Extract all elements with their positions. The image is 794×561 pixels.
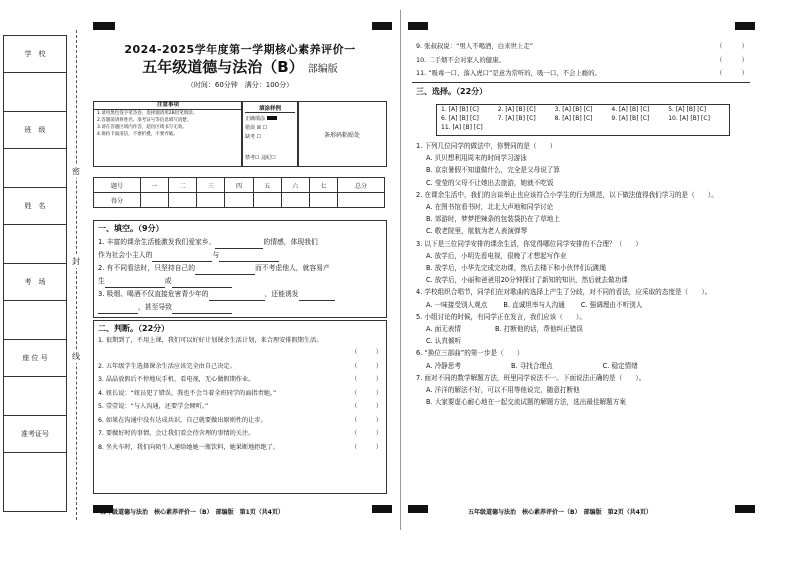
mc-option[interactable]: A. 在图书馆看书时，北北大声地和同学讨论 [426,203,554,212]
mc-option[interactable]: C. 稳定情绪 [602,361,638,370]
section-title: 二、判断。（22分） [98,324,170,333]
page-footer: 五年级道德与法治 核心素养评价一（B） 部编版 第2页（共4页） [468,509,652,516]
sidebar-label: 座 位 号 [4,340,66,377]
mc-option[interactable]: B. 直诚坦率与人沟通 [503,300,565,309]
mc-option-row [416,299,750,311]
exam-duration: （时间：60分钟 满分：100分） [186,81,294,89]
mc-question: 1. 下列几位同学的做法中，你赞同的是（ ） [416,142,557,150]
answer-paren[interactable]: （ ） [716,55,748,64]
score-header: 二 [169,178,197,193]
tf-item: 8. 坐火车时，我们向陌生人递给她她一瓶饮料，她果断地拒绝了。 （ ） [94,441,386,455]
notes-line: 3.请在答题区域内作答，超出区域书写无效。 [97,125,187,130]
answer-option[interactable]: 7. [A] [B] [C] [497,115,536,122]
answer-blank[interactable] [299,300,335,301]
section-title: 一、填空。（9分） [98,224,164,233]
tf-item: 1. 很期到了，不用上课，我们可以好好计划课余生活计划，来合理安排假期生活。 [98,337,323,344]
score-header: 题号 [94,178,141,193]
answer-paren[interactable]: （ ） [351,403,382,410]
notes-line: 2.答题前请将姓名、准考证号等信息填写清楚。 [97,118,192,123]
mc-question: 2. 在课余生活中，我们的言谈举止也应该符合小学生的行为规范，以下做法值得我们学习的是（ ）。 [416,190,718,199]
answer-paren[interactable]: （ ） [351,349,382,356]
tf-item: 3. 晶晶放假后不停地玩手机、看电视，无心做假期作业。 （ ） [94,373,386,387]
question: 作为社会小主人的 与 [94,249,386,262]
notes-line: 1.请用黑色签字笔答卷，选择题请用2B铅笔填涂。 [97,111,198,116]
tf-item: 7. 要做好时的事情，会让我们看会待含理的事情的关注。 （ ） [94,427,386,441]
score-header: 四 [225,178,253,193]
mc-question: 3. 以下是三位同学安排的课余生活，你觉得哪位同学安排的不合理？（ ） [416,239,642,248]
mc-question: 7. 面对不同的数学解题方法，班里同学说法不一。下面说法正确的是（ ）。 [416,373,646,382]
multiple-choice-list [416,140,750,408]
sample-correct: 正确填涂 [245,116,266,122]
answer-paren[interactable]: （ ） [351,389,382,397]
mc-option[interactable]: A. 一味接受别人观点 [426,300,488,309]
tf-item: 4. 妞长说：“妞员犯了错误，我也不会当着全班同学的面指责她。” （ ） [94,387,386,401]
tf-item: 6. 如果在沟通中没有达成共识，自己就要做出原则性的让步。 （ ） [94,414,386,428]
question: 1. 丰富的课余生活能激发我们爱家乡、 的情感，体现我们 [94,236,386,249]
student-info-strip [3,35,67,512]
mc-option[interactable]: B. 放学后，小华先完成完功课，然后去楼下和小伙伴们玩跳绳 [426,264,607,273]
mc-option[interactable]: A. 洋洋的解法不好，可以不用等他说完，随意打断他 [426,386,580,395]
answer-option[interactable]: 6. [A] [B] [C] [441,115,479,122]
answer-paren[interactable]: （ ） [351,430,382,437]
answer-grid [436,104,730,136]
registration-mark [408,22,428,30]
mc-option[interactable]: C. 认真倾听 [426,337,462,346]
answer-paren[interactable]: （ ） [716,69,748,77]
blank-cell [4,377,66,416]
mc-option-row [416,360,750,372]
fill-blank-section [93,220,387,318]
sidebar-label: 准考证号 [4,416,66,453]
mc-option[interactable]: A. 放学后，小明先看电视，很晚了才想起写作业 [426,251,567,260]
blank-cell [4,225,66,264]
tf-item: 2. 五年级学生选择课余生活应该完全由自己决定。 （ ） [94,360,386,374]
fill-sample-box: 填涂样例 正确填涂 错误 ☒ ☐ 缺考 ☐ 禁考☐ 违纪☐ [241,101,299,167]
answer-paren[interactable]: （ ） [351,443,382,451]
sample-violation: 违纪 [261,155,272,161]
answer-option[interactable]: 8. [A] [B] [C] [554,115,593,122]
score-label: 得分 [94,193,141,208]
tf-item: 9. 张叔叔说：“男人不喝酒，白来世上走” （ ） [412,40,752,54]
tf-item: 5. 壹壹说：“与人沟通，还要学会倾听。” （ ） [94,400,386,414]
registration-mark [735,505,755,513]
mc-option[interactable]: C. 莹莹的父母不让她出去旅游，她就不吃饭 [426,178,554,187]
registration-mark [93,22,115,30]
notes-header: 注意事项 [94,102,242,110]
score-header: 七 [309,178,337,193]
subject-name: 五年级道德与法治（B） [142,58,304,76]
answer-option[interactable]: 2. [A] [B] [C] [497,106,536,113]
mc-option-row [416,323,750,335]
mc-option[interactable]: C. 强调理由不听别人 [580,300,643,309]
tf-continued [412,40,752,81]
mc-option[interactable]: B. 京京暑假不知道做什么，完全是父母说了算 [426,166,560,175]
answer-blank[interactable] [172,313,232,314]
score-header: 一 [140,178,168,193]
exam-title: 2024-2025学年度第一学期核心素养评价一 [124,43,356,56]
sidebar-label: 姓 名 [4,188,66,225]
score-header: 三 [197,178,225,193]
sidebar-label: 班 级 [4,112,66,149]
answer-option[interactable]: 4. [A] [B] [C] [611,106,650,113]
seal-line [76,30,77,520]
mc-option[interactable]: B. 郊游时，梦梦把辣条的包装袋扔在了草地上 [426,215,560,224]
sidebar-label: 学 校 [4,36,66,73]
answer-paren[interactable]: （ ） [716,42,748,50]
mc-option[interactable]: B. 打断他的话，帮他纠正错误 [494,325,583,334]
barcode-area: 条形码粘贴处 [297,101,387,167]
question: 2. 有不同看法时，只坚持自己的 而不考虑他人，就容易产 [94,262,386,275]
question: 3. 吸烟、喝酒不仅直接危害青少年的 ，还能诱发 [94,288,386,301]
page-footer: 五年级道德与法治 核心素养评价一（B） 部编版 第1页（共4页） [100,509,284,516]
seal-word: 封 [72,257,80,266]
score-header: 五 [253,178,281,193]
answer-option[interactable]: 1. [A] [B] [C] [441,106,479,113]
answer-option[interactable]: 10. [A] [B] [C] [668,115,710,122]
score-header: 六 [281,178,309,193]
answer-paren[interactable]: （ ） [351,362,382,370]
seal-word: 密 [72,167,80,176]
page-divider [400,10,401,530]
score-header: 总分 [338,178,385,193]
exam-subject [95,56,385,77]
sample-forbid: 禁考 [245,155,256,161]
registration-mark [735,22,755,30]
answer-option[interactable]: 5. [A] [B] [C] [668,106,707,113]
section-rule [412,82,750,83]
mc-option[interactable]: A. 贝贝想利用周末的时间学习游泳 [426,154,527,163]
registration-mark [372,22,392,30]
tf-item [94,346,386,360]
registration-mark [372,505,392,513]
mc-option[interactable]: A. 冷静思考 [426,361,461,370]
seal-word: 线 [72,352,80,361]
mc-option[interactable]: A. 面无表情 [426,325,461,334]
sample-header: 填涂样例 [245,104,295,113]
registration-mark [408,505,428,513]
tf-item: 10. 二手烟不会对家人的健康。 （ ） [412,54,752,68]
sample-missing: 缺考 [245,134,256,140]
answer-paren[interactable]: （ ） [351,376,382,383]
sidebar-label: 考 场 [4,264,66,301]
question: ，甚至导致 [94,301,386,314]
question: 生 或 [94,275,386,288]
mc-option[interactable]: C. 敬老院里，航航为老人表演弹琴 [426,227,528,236]
blank-cell [4,73,66,112]
blank-cell [4,149,66,188]
section-title: 三、选择。（22分） [416,87,488,96]
sample-wrong: 错误 [245,125,256,131]
mc-question: 6. “换位三部曲”的第一步是（ ） [416,349,524,358]
answer-option[interactable]: 3. [A] [B] [C] [554,106,593,113]
filled-mark-icon [267,116,277,120]
mc-option[interactable]: C. 放学后，小丽和爸爸用20分钟探讨了新知的知识，然后就去做功课 [426,276,628,285]
blank-cell [4,301,66,340]
notes-box [93,101,243,167]
mc-question: 5. 小组讨论的时候，有同学正在发言，我们应该（ ）。 [416,312,586,321]
score-table [93,177,385,208]
blank-cell [4,453,66,503]
answer-paren[interactable]: （ ） [351,416,382,424]
mc-option[interactable]: B. 寻找合理点 [510,361,553,370]
notes-line: 4.保持卡面清洁，不要折叠，不要弄破。 [97,132,178,137]
edition-label: 部编版 [307,64,338,75]
answer-blank[interactable] [98,313,138,314]
mc-question: 4. 学校组织合唱节，同学们在对歌曲的选择上产生了分歧，对不同的看法，应采取的态度是（ ）。 [416,288,712,297]
answer-option[interactable]: 9. [A] [B] [C] [611,115,650,122]
tf-item: 11. “吸毒一口、落入虎口”是意为常听的，吸一口、不会上瘾的。 （ ） [412,67,752,81]
true-false-section [93,320,387,494]
answer-option[interactable]: 11. [A] [B] [C] [441,124,483,131]
mc-option[interactable]: B. 大家要虚心耐心地在一起交流试题的解题方法，选出最佳解题方案 [426,398,626,407]
